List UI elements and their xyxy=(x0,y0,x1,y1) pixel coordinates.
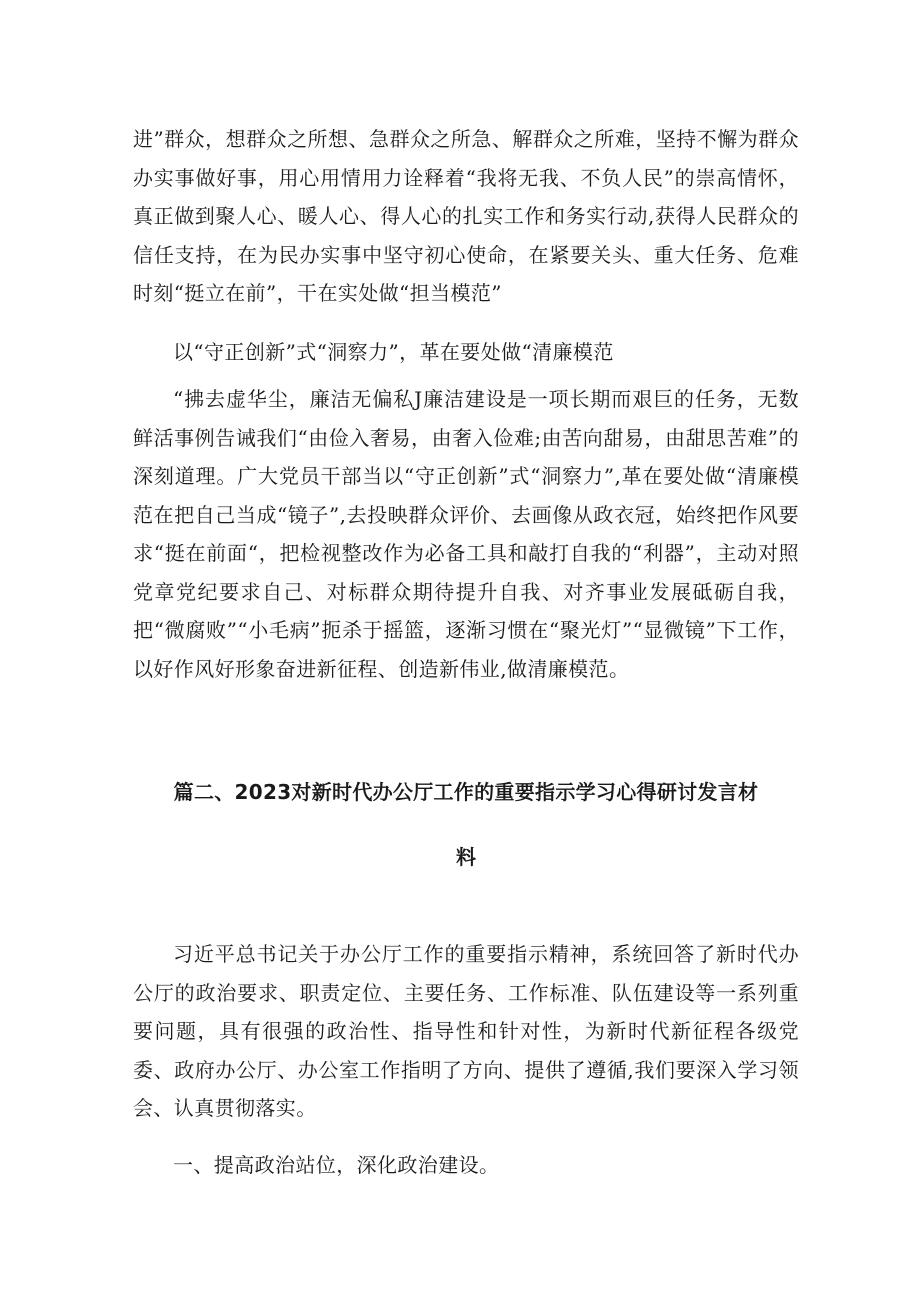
section-title-line-1: 篇二、2023对新时代办公厅工作的重要指示学习心得研讨发言材 xyxy=(173,780,759,804)
body-paragraph-3: 习近平总书记关于办公厅工作的重要指示精神，系统回答了新时代办公厅的政治要求、职责定位、主要任务、工作标准、队伍建设等一系列重要问题，具有很强的政治性、指导性和针对性，为新时代新征程各级党委、政府办公厅、办公室工作指明了方向、提供了遵循,我们要深入学习领会、认真贯彻落实。 xyxy=(133,942,799,1120)
body-paragraph-2: “拂去虚华尘，廉洁无偏私J廉洁建设是一项长期而艰巨的任务，无数鲜活事例告诫我们“由俭入奢易，由奢入俭难;由苦向甜易，由甜思苦难”的深刻道理。广大党员干部当以“守正创新”式“洞察力”,革在要处做“清廉模范在把自己当成“镜子”,去投映群众评价、去画像从政衣冠，始终把作风要求“挺在前面“，把检视整改作为必备工具和敲打自我的“利器”，主动对照党章党纪要求自己、对标群众期待提升自我、对齐事业发展砥砺自我，把“微腐败”“小毛病”扼杀于摇篮，逐渐习惯在“聚光灯”“显微镜”下工作，以好作风好形象奋进新征程、创造新伟业,做清廉模范。 xyxy=(133,387,799,681)
body-paragraph-1: 进”群众，想群众之所想、急群众之所急、解群众之所难，坚持不懈为群众办实事做好事，用心用情用力诠释着“我将无我、不负人民”的崇高情怀，真正做到聚人心、暖人心、得人心的扎实工作和务实行动,获得人民群众的信任支持，在为民办实事中坚守初心使命，在紧要关头、重大任务、危难时刻“挺立在前”，干在实处做“担当模范” xyxy=(133,127,799,305)
body-paragraph-4: 一、提高政治站位，深化政治建设。 xyxy=(173,1153,500,1177)
section-title-line-2: 料 xyxy=(456,845,476,869)
body-paragraph-heading: 以“守正创新”式“洞察力”，革在要处做“清廉模范 xyxy=(173,340,614,364)
